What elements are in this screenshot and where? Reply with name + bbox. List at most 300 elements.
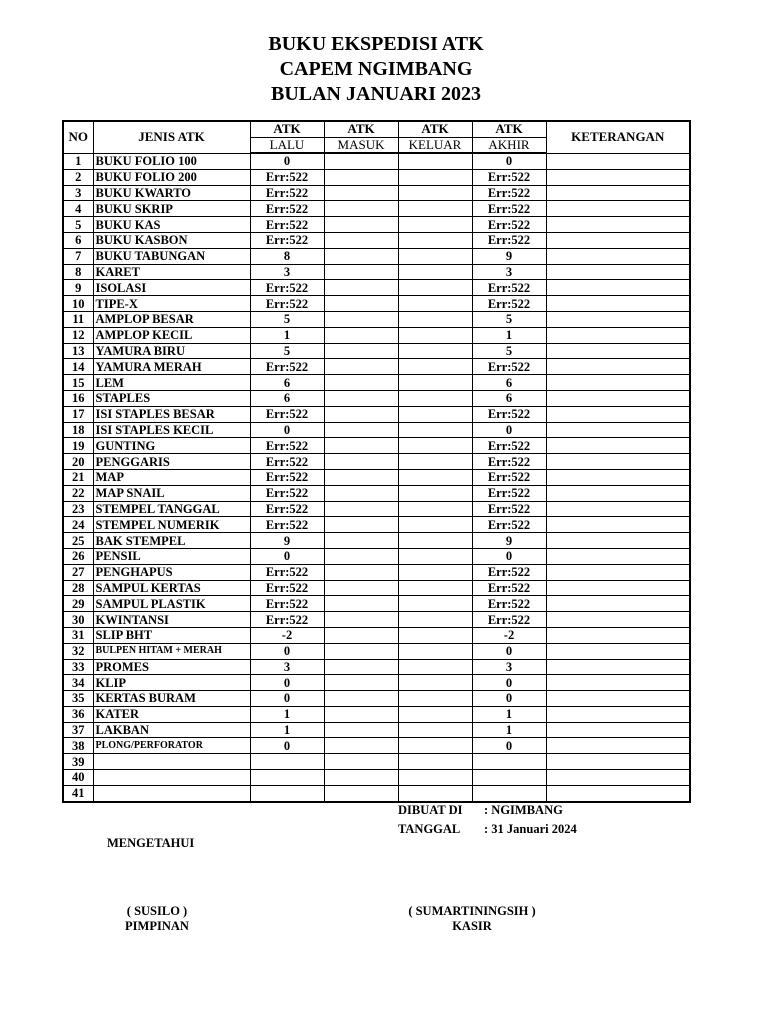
table-row	[63, 296, 690, 312]
cell-jenis: LAKBAN	[93, 722, 250, 738]
cell-masuk	[324, 327, 398, 343]
cell-lalu: Err:522	[250, 359, 324, 375]
table-row	[63, 406, 690, 422]
col-header-lalu-top: ATK	[250, 121, 324, 137]
cell-no: 1	[63, 153, 93, 169]
cell-masuk	[324, 438, 398, 454]
cell-keterangan	[546, 469, 690, 485]
cell-keluar	[398, 754, 472, 770]
cell-no: 36	[63, 706, 93, 722]
cell-jenis: BUKU FOLIO 200	[93, 169, 250, 185]
cell-keterangan	[546, 327, 690, 343]
col-header-masuk-top: ATK	[324, 121, 398, 137]
table-row	[63, 280, 690, 296]
cell-keluar	[398, 454, 472, 470]
cell-keluar	[398, 580, 472, 596]
cell-lalu: Err:522	[250, 596, 324, 612]
cell-masuk	[324, 612, 398, 628]
cell-keterangan	[546, 564, 690, 580]
cell-akhir: 3	[472, 659, 546, 675]
cell-no: 22	[63, 485, 93, 501]
cell-no: 29	[63, 596, 93, 612]
table-row	[63, 785, 690, 801]
cell-no: 31	[63, 627, 93, 643]
cell-masuk	[324, 343, 398, 359]
cell-keluar	[398, 375, 472, 391]
cell-keterangan	[546, 738, 690, 754]
cell-jenis	[93, 770, 250, 786]
cell-akhir: Err:522	[472, 596, 546, 612]
mengetahui-label: MENGETAHUI	[107, 836, 195, 850]
cell-masuk	[324, 359, 398, 375]
table-row	[63, 643, 690, 659]
cell-lalu: 9	[250, 533, 324, 549]
doc-title-line3: BULAN JANUARI 2023	[270, 83, 481, 105]
cell-keluar	[398, 201, 472, 217]
cell-akhir: Err:522	[472, 469, 546, 485]
tanggal-value: : 31 Januari 2024	[484, 822, 577, 836]
cell-masuk	[324, 485, 398, 501]
table-row	[63, 454, 690, 470]
signature-left-name: ( SUSILO )	[126, 904, 188, 918]
cell-masuk	[324, 296, 398, 312]
signature-left-role: PIMPINAN	[125, 919, 189, 933]
cell-jenis: KARET	[93, 264, 250, 280]
table-row	[63, 754, 690, 770]
cell-jenis: PENGGARIS	[93, 454, 250, 470]
cell-keluar	[398, 548, 472, 564]
cell-keluar	[398, 691, 472, 707]
col-header-keterangan: KETERANGAN	[546, 121, 690, 153]
cell-jenis: PROMES	[93, 659, 250, 675]
cell-lalu: 5	[250, 311, 324, 327]
cell-akhir: Err:522	[472, 517, 546, 533]
cell-akhir: Err:522	[472, 359, 546, 375]
cell-masuk	[324, 627, 398, 643]
cell-masuk	[324, 548, 398, 564]
cell-jenis: BULPEN HITAM + MERAH	[93, 643, 250, 659]
cell-no: 12	[63, 327, 93, 343]
cell-keluar	[398, 485, 472, 501]
cell-no: 27	[63, 564, 93, 580]
col-header-akhir-top: ATK	[472, 121, 546, 137]
cell-lalu: Err:522	[250, 469, 324, 485]
cell-no: 13	[63, 343, 93, 359]
cell-keluar	[398, 343, 472, 359]
cell-no: 38	[63, 738, 93, 754]
cell-jenis: PENGHAPUS	[93, 564, 250, 580]
cell-keterangan	[546, 596, 690, 612]
cell-keterangan	[546, 612, 690, 628]
table-row	[63, 327, 690, 343]
table-row	[63, 627, 690, 643]
cell-lalu: Err:522	[250, 438, 324, 454]
cell-keterangan	[546, 343, 690, 359]
cell-masuk	[324, 596, 398, 612]
cell-keluar	[398, 169, 472, 185]
cell-akhir	[472, 785, 546, 801]
cell-lalu: Err:522	[250, 501, 324, 517]
cell-jenis: BAK STEMPEL	[93, 533, 250, 549]
cell-no: 5	[63, 217, 93, 233]
cell-masuk	[324, 185, 398, 201]
cell-keluar	[398, 659, 472, 675]
cell-masuk	[324, 770, 398, 786]
cell-no: 20	[63, 454, 93, 470]
cell-jenis: GUNTING	[93, 438, 250, 454]
cell-jenis: BUKU TABUNGAN	[93, 248, 250, 264]
cell-keluar	[398, 643, 472, 659]
cell-keterangan	[546, 659, 690, 675]
cell-keterangan	[546, 722, 690, 738]
cell-masuk	[324, 517, 398, 533]
col-header-lalu: LALU	[250, 137, 324, 153]
cell-no: 14	[63, 359, 93, 375]
cell-lalu	[250, 754, 324, 770]
table-row	[63, 217, 690, 233]
cell-jenis: ISOLASI	[93, 280, 250, 296]
cell-lalu: Err:522	[250, 280, 324, 296]
cell-lalu: 0	[250, 691, 324, 707]
cell-akhir: Err:522	[472, 438, 546, 454]
cell-jenis: KWINTANSI	[93, 612, 250, 628]
cell-keterangan	[546, 375, 690, 391]
table-row	[63, 232, 690, 248]
cell-masuk	[324, 454, 398, 470]
cell-keluar	[398, 327, 472, 343]
cell-keluar	[398, 232, 472, 248]
cell-lalu	[250, 770, 324, 786]
cell-lalu: Err:522	[250, 232, 324, 248]
cell-masuk	[324, 706, 398, 722]
cell-keluar	[398, 722, 472, 738]
cell-keterangan	[546, 770, 690, 786]
cell-masuk	[324, 643, 398, 659]
table-row	[63, 469, 690, 485]
doc-title-line1: BUKU EKSPEDISI ATK	[268, 33, 484, 55]
cell-keterangan	[546, 232, 690, 248]
cell-akhir: 9	[472, 248, 546, 264]
table-row	[63, 438, 690, 454]
cell-keluar	[398, 153, 472, 169]
cell-akhir: 5	[472, 343, 546, 359]
cell-keluar	[398, 438, 472, 454]
cell-keterangan	[546, 533, 690, 549]
table-row	[63, 517, 690, 533]
cell-jenis: PLONG/PERFORATOR	[93, 738, 250, 754]
cell-no: 15	[63, 375, 93, 391]
cell-lalu: Err:522	[250, 406, 324, 422]
cell-masuk	[324, 675, 398, 691]
table-row	[63, 564, 690, 580]
cell-masuk	[324, 722, 398, 738]
cell-akhir: -2	[472, 627, 546, 643]
cell-keluar	[398, 706, 472, 722]
signature-right-role: KASIR	[452, 919, 492, 933]
table-row	[63, 185, 690, 201]
cell-keluar	[398, 264, 472, 280]
cell-jenis: MAP	[93, 469, 250, 485]
cell-jenis	[93, 754, 250, 770]
cell-akhir: Err:522	[472, 485, 546, 501]
cell-jenis: ISI STAPLES KECIL	[93, 422, 250, 438]
cell-masuk	[324, 580, 398, 596]
cell-no: 10	[63, 296, 93, 312]
cell-keterangan	[546, 296, 690, 312]
cell-no: 35	[63, 691, 93, 707]
cell-masuk	[324, 469, 398, 485]
col-header-akhir: AKHIR	[472, 137, 546, 153]
cell-keluar	[398, 422, 472, 438]
cell-keterangan	[546, 201, 690, 217]
cell-keluar	[398, 675, 472, 691]
cell-lalu: Err:522	[250, 201, 324, 217]
tanggal-label: TANGGAL	[398, 822, 461, 836]
cell-keterangan	[546, 280, 690, 296]
cell-no: 26	[63, 548, 93, 564]
cell-jenis: YAMURA BIRU	[93, 343, 250, 359]
dibuat-label: DIBUAT DI	[398, 803, 463, 817]
cell-lalu: 6	[250, 390, 324, 406]
cell-akhir: 0	[472, 643, 546, 659]
cell-keluar	[398, 390, 472, 406]
cell-keterangan	[546, 359, 690, 375]
cell-keterangan	[546, 485, 690, 501]
cell-akhir: 0	[472, 153, 546, 169]
cell-lalu: Err:522	[250, 296, 324, 312]
table-row	[63, 612, 690, 628]
cell-no: 16	[63, 390, 93, 406]
cell-keterangan	[546, 185, 690, 201]
cell-lalu: 0	[250, 548, 324, 564]
cell-lalu: Err:522	[250, 485, 324, 501]
cell-no: 17	[63, 406, 93, 422]
cell-no: 19	[63, 438, 93, 454]
cell-akhir: Err:522	[472, 169, 546, 185]
cell-no: 6	[63, 232, 93, 248]
cell-masuk	[324, 564, 398, 580]
cell-no: 9	[63, 280, 93, 296]
cell-lalu: Err:522	[250, 612, 324, 628]
cell-masuk	[324, 501, 398, 517]
cell-akhir: 3	[472, 264, 546, 280]
cell-no: 39	[63, 754, 93, 770]
cell-akhir	[472, 770, 546, 786]
ledger-body	[63, 153, 690, 802]
cell-masuk	[324, 406, 398, 422]
cell-keterangan	[546, 627, 690, 643]
cell-masuk	[324, 691, 398, 707]
cell-akhir: 9	[472, 533, 546, 549]
cell-masuk	[324, 659, 398, 675]
table-row	[63, 691, 690, 707]
cell-keterangan	[546, 675, 690, 691]
cell-no: 4	[63, 201, 93, 217]
cell-keluar	[398, 248, 472, 264]
cell-lalu: -2	[250, 627, 324, 643]
cell-akhir: Err:522	[472, 580, 546, 596]
cell-akhir: Err:522	[472, 185, 546, 201]
cell-akhir: 0	[472, 548, 546, 564]
cell-jenis: AMPLOP KECIL	[93, 327, 250, 343]
cell-jenis: KATER	[93, 706, 250, 722]
table-row	[63, 659, 690, 675]
cell-masuk	[324, 169, 398, 185]
cell-keterangan	[546, 785, 690, 801]
table-row	[63, 738, 690, 754]
cell-keluar	[398, 359, 472, 375]
cell-masuk	[324, 754, 398, 770]
cell-keluar	[398, 501, 472, 517]
cell-keterangan	[546, 643, 690, 659]
cell-akhir: Err:522	[472, 280, 546, 296]
cell-akhir: Err:522	[472, 296, 546, 312]
cell-keterangan	[546, 169, 690, 185]
doc-title-line2: CAPEM NGIMBANG	[279, 58, 473, 80]
table-row	[63, 390, 690, 406]
cell-lalu: Err:522	[250, 580, 324, 596]
cell-masuk	[324, 153, 398, 169]
table-row	[63, 264, 690, 280]
cell-akhir: 1	[472, 327, 546, 343]
cell-keluar	[398, 770, 472, 786]
col-header-no: NO	[63, 121, 93, 153]
cell-keluar	[398, 217, 472, 233]
cell-jenis	[93, 785, 250, 801]
cell-jenis: MAP SNAIL	[93, 485, 250, 501]
cell-lalu: Err:522	[250, 185, 324, 201]
cell-lalu: Err:522	[250, 217, 324, 233]
cell-no: 30	[63, 612, 93, 628]
cell-lalu: 0	[250, 643, 324, 659]
cell-keluar	[398, 311, 472, 327]
cell-lalu	[250, 785, 324, 801]
table-row	[63, 422, 690, 438]
cell-akhir: 0	[472, 422, 546, 438]
table-row	[63, 248, 690, 264]
cell-jenis: BUKU KAS	[93, 217, 250, 233]
cell-akhir: 5	[472, 311, 546, 327]
cell-no: 21	[63, 469, 93, 485]
cell-masuk	[324, 232, 398, 248]
cell-jenis: KLIP	[93, 675, 250, 691]
cell-no: 33	[63, 659, 93, 675]
cell-akhir: Err:522	[472, 564, 546, 580]
cell-masuk	[324, 201, 398, 217]
cell-lalu: 1	[250, 706, 324, 722]
cell-no: 32	[63, 643, 93, 659]
cell-lalu: Err:522	[250, 564, 324, 580]
col-header-jenis: JENIS ATK	[93, 121, 250, 153]
cell-no: 40	[63, 770, 93, 786]
cell-masuk	[324, 311, 398, 327]
cell-keterangan	[546, 438, 690, 454]
cell-keluar	[398, 469, 472, 485]
cell-lalu: Err:522	[250, 517, 324, 533]
cell-masuk	[324, 422, 398, 438]
cell-lalu: Err:522	[250, 169, 324, 185]
cell-jenis: STEMPEL NUMERIK	[93, 517, 250, 533]
cell-masuk	[324, 217, 398, 233]
cell-jenis: BUKU SKRIP	[93, 201, 250, 217]
cell-akhir: Err:522	[472, 501, 546, 517]
cell-keterangan	[546, 153, 690, 169]
cell-masuk	[324, 248, 398, 264]
cell-jenis: KERTAS BURAM	[93, 691, 250, 707]
cell-jenis: ISI STAPLES BESAR	[93, 406, 250, 422]
cell-masuk	[324, 738, 398, 754]
cell-akhir: 1	[472, 722, 546, 738]
cell-masuk	[324, 785, 398, 801]
cell-akhir: Err:522	[472, 201, 546, 217]
cell-akhir: 0	[472, 691, 546, 707]
cell-akhir: Err:522	[472, 406, 546, 422]
cell-no: 28	[63, 580, 93, 596]
cell-jenis: STEMPEL TANGGAL	[93, 501, 250, 517]
table-row	[63, 359, 690, 375]
table-row	[63, 501, 690, 517]
cell-masuk	[324, 280, 398, 296]
cell-keluar	[398, 280, 472, 296]
cell-keterangan	[546, 264, 690, 280]
table-row	[63, 311, 690, 327]
table-row	[63, 201, 690, 217]
cell-lalu: 1	[250, 327, 324, 343]
cell-akhir: 6	[472, 390, 546, 406]
cell-no: 37	[63, 722, 93, 738]
cell-keterangan	[546, 706, 690, 722]
cell-lalu: 3	[250, 659, 324, 675]
cell-jenis: LEM	[93, 375, 250, 391]
cell-no: 7	[63, 248, 93, 264]
cell-masuk	[324, 533, 398, 549]
cell-lalu: 0	[250, 153, 324, 169]
cell-keterangan	[546, 501, 690, 517]
cell-no: 18	[63, 422, 93, 438]
table-row	[63, 722, 690, 738]
cell-keluar	[398, 627, 472, 643]
cell-lalu: 5	[250, 343, 324, 359]
cell-keluar	[398, 738, 472, 754]
cell-lalu: 6	[250, 375, 324, 391]
cell-akhir: 0	[472, 738, 546, 754]
cell-akhir	[472, 754, 546, 770]
cell-lalu: 8	[250, 248, 324, 264]
signature-right-name: ( SUMARTININGSIH )	[408, 904, 536, 918]
cell-no: 25	[63, 533, 93, 549]
cell-jenis: YAMURA MERAH	[93, 359, 250, 375]
cell-jenis: BUKU FOLIO 100	[93, 153, 250, 169]
cell-keterangan	[546, 454, 690, 470]
cell-jenis: SAMPUL PLASTIK	[93, 596, 250, 612]
cell-keterangan	[546, 517, 690, 533]
cell-keterangan	[546, 248, 690, 264]
cell-no: 2	[63, 169, 93, 185]
cell-no: 23	[63, 501, 93, 517]
cell-no: 41	[63, 785, 93, 801]
cell-jenis: AMPLOP BESAR	[93, 311, 250, 327]
col-header-keluar-top: ATK	[398, 121, 472, 137]
cell-no: 24	[63, 517, 93, 533]
cell-keterangan	[546, 548, 690, 564]
table-row	[63, 675, 690, 691]
cell-lalu: 0	[250, 675, 324, 691]
cell-keterangan	[546, 311, 690, 327]
cell-akhir: Err:522	[472, 454, 546, 470]
cell-jenis: BUKU KASBON	[93, 232, 250, 248]
col-header-keluar: KELUAR	[398, 137, 472, 153]
col-header-masuk: MASUK	[324, 137, 398, 153]
